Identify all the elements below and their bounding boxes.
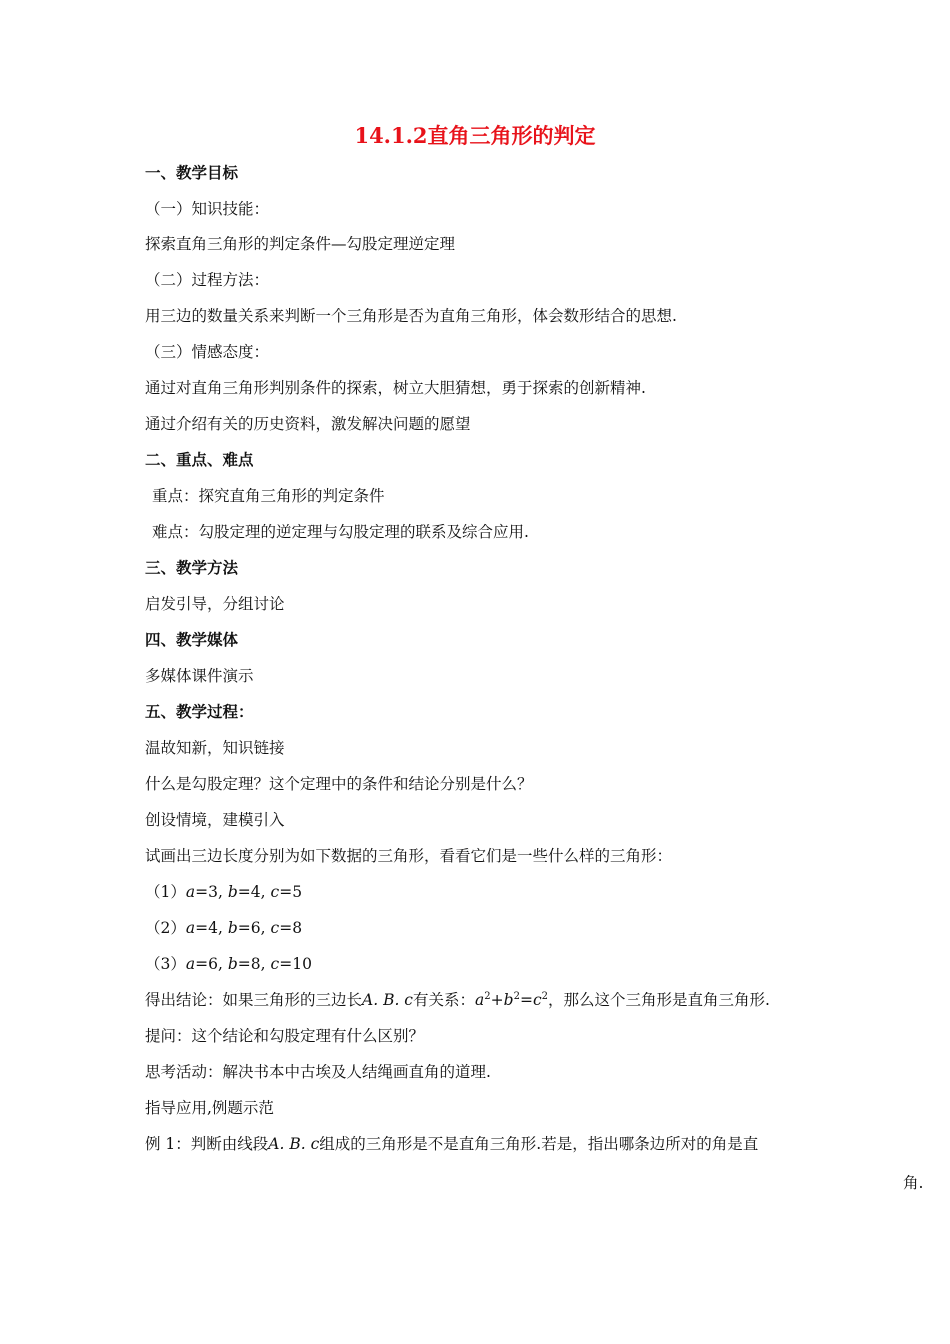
section-heading-objectives: 一、教学目标 (145, 164, 239, 182)
paragraph-attitude-1: 通过对直角三角形判别条件的探索，树立大胆猜想，勇于探索的创新精神. (145, 379, 646, 397)
paragraph-question: 什么是勾股定理？这个定理中的条件和结论分别是什么？ (145, 775, 533, 793)
paragraph-knowledge: 探索直角三角形的判定条件—勾股定理逆定理 (145, 235, 456, 253)
section-heading-process: 五、教学过程： (145, 703, 254, 721)
paragraph-thinking-activity: 思考活动：解决书本中古埃及人结绳画直角的道理. (145, 1063, 491, 1081)
paragraph-difficulty: 难点：勾股定理的逆定理与勾股定理的联系及综合应用. (152, 523, 529, 541)
paragraph-process: 用三边的数量关系来判断一个三角形是否为直角三角形，体会数形结合的思想. (145, 307, 677, 325)
section-heading-key-points: 二、重点、难点 (145, 451, 254, 469)
paragraph-conclusion: 得出结论：如果三角形的三边长A. B. c有关系：$a^2+b^2=c^2$，那么这个三角形是直角三角形. (145, 990, 770, 1009)
subheading-knowledge: （一）知识技能： (145, 200, 270, 218)
document-title: 14.1.2直角三角形的判定 (354, 123, 596, 148)
paragraph-key-point: 重点：探究直角三角形的判定条件 (152, 487, 385, 505)
case-item: （3）a=6, b=8, c=10 (145, 955, 312, 973)
subheading-process: （二）过程方法： (145, 271, 270, 289)
paragraph-scenario: 创设情境，建模引入 (145, 811, 285, 829)
paragraph-ask-difference: 提问：这个结论和勾股定理有什么区别？ (145, 1027, 425, 1045)
section-heading-media: 四、教学媒体 (145, 631, 239, 649)
paragraph-drawing-task: 试画出三边长度分别为如下数据的三角形，看看它们是一些什么样的三角形： (145, 847, 673, 865)
subheading-attitude: （三）情感态度： (145, 343, 270, 361)
paragraph-attitude-2: 通过介绍有关的历史资料，激发解决问题的愿望 (145, 415, 471, 433)
example-1: 例 1：判断由线段A. B. c组成的三角形是不是直角三角形.若是，指出哪条边所对的角是直 (145, 1135, 759, 1153)
paragraph-methods: 启发引导，分组讨论 (145, 595, 285, 613)
case-item: （1）a=3, b=4, c=5 (145, 883, 303, 901)
paragraph-guided-application: 指导应用,例题示范 (145, 1099, 274, 1117)
example-1-continuation: 角. (903, 1174, 924, 1192)
section-heading-methods: 三、教学方法 (145, 559, 239, 577)
paragraph-review: 温故知新，知识链接 (145, 739, 285, 757)
paragraph-media: 多媒体课件演示 (145, 667, 254, 685)
case-item: （2）a=4, b=6, c=8 (145, 919, 303, 937)
